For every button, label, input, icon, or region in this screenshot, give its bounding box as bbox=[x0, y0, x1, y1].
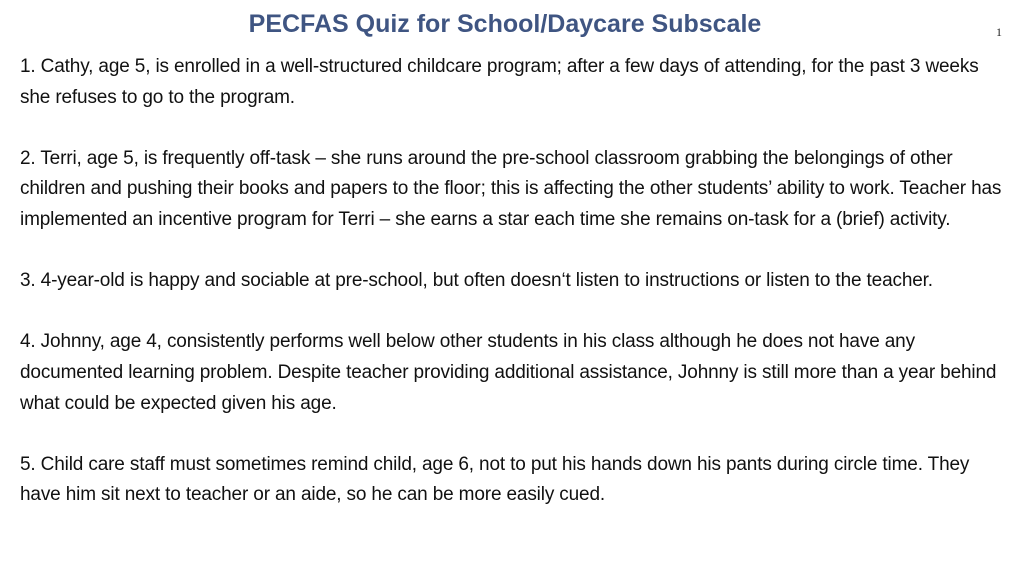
quiz-item-4: 4. Johnny, age 4, consistently performs well below other students in his class although he does not have any documented learning problem. Despite teacher providing additional assistance, Johnny is still more than a year behind what could be expected given his age. bbox=[20, 331, 997, 414]
quiz-items bbox=[20, 52, 1012, 511]
quiz-item-3: 3. 4-year-old is happy and sociable at pre-school, but often doesn‘t listen to instructions or listen to the teacher. bbox=[20, 270, 933, 292]
quiz-item-5: 5. Child care staff must sometimes remind child, age 6, not to put his hands down his pants during circle time. They have him sit next to teacher or an aide, so he can be more easily cued. bbox=[20, 453, 970, 506]
page-number: 1 bbox=[996, 25, 1002, 39]
quiz-item-1: 1. Cathy, age 5, is enrolled in a well-structured childcare program; after a few days of attending, for the past 3 weeks she refuses to go to the program. bbox=[20, 56, 979, 108]
slide-title: PECFAS Quiz for School/Daycare Subscale bbox=[248, 10, 762, 38]
quiz-item-2: 2. Terri, age 5, is frequently off-task – she runs around the pre-school classroom grabbing the belongings of other children and pushing their books and papers to the floor; this is affecting the other students’ ability to work. Teacher has implemented an incentive program for Terri – she earns a star each time she remains on-task for a (brief) activity. bbox=[20, 147, 1002, 230]
